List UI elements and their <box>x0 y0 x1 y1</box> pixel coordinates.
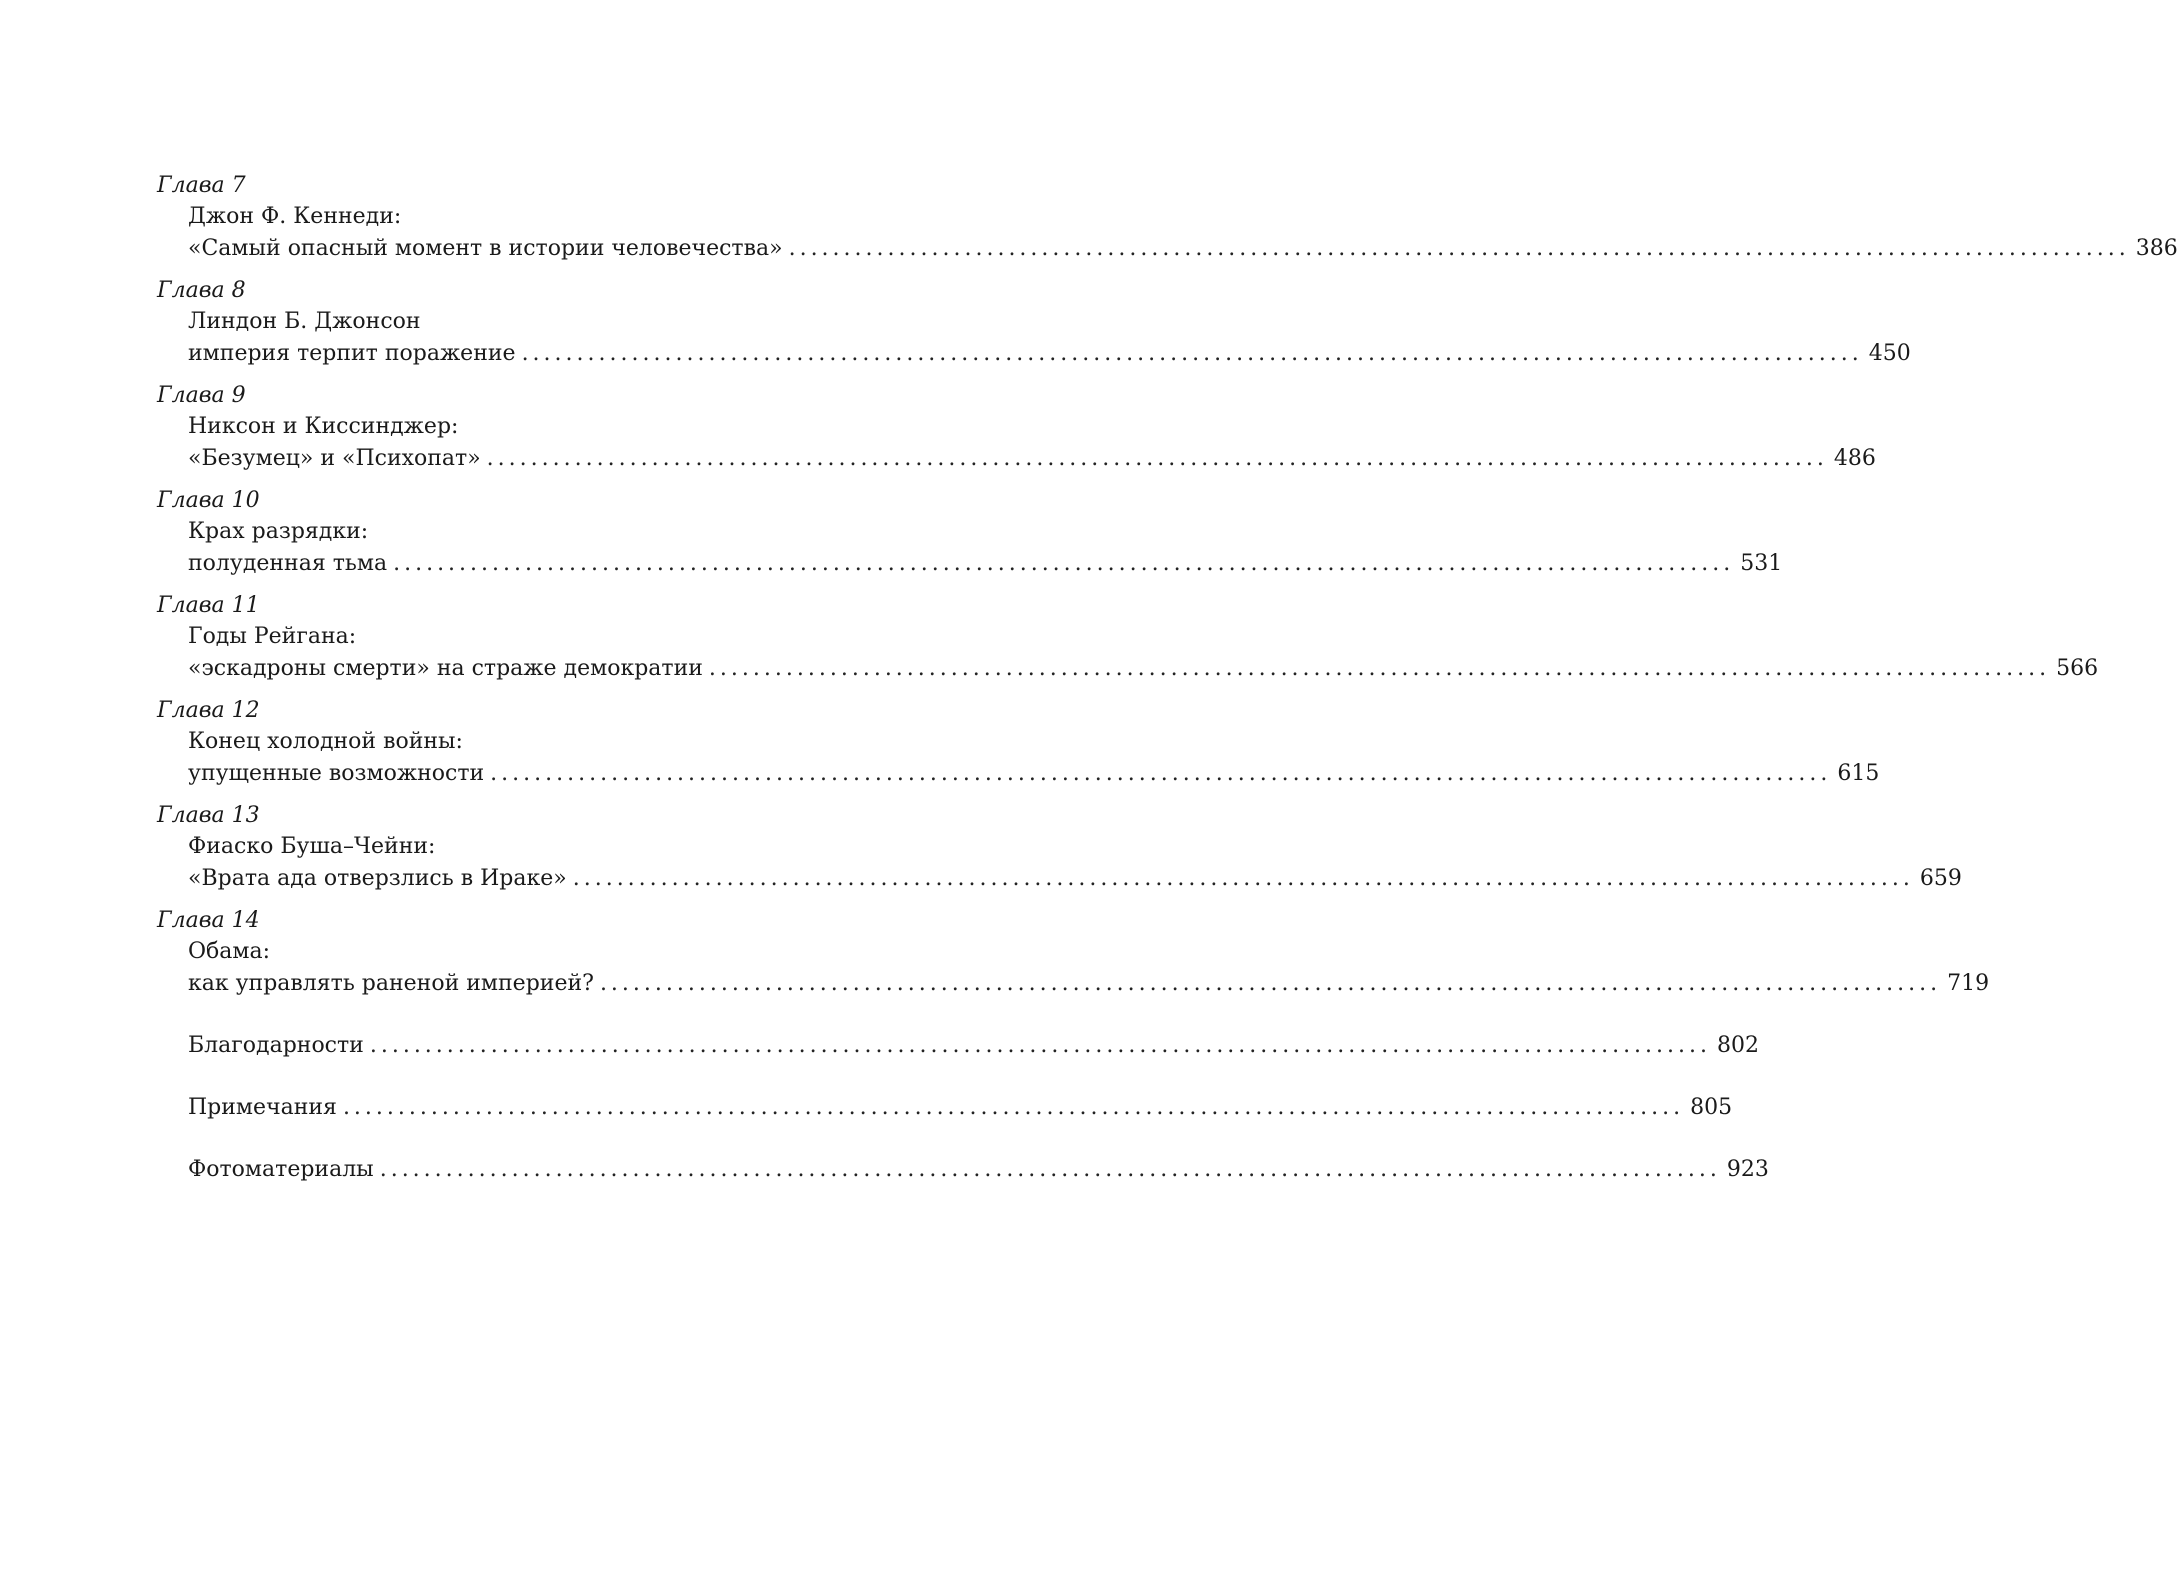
dot-leader: .......................................................................................................................... <box>572 866 1914 891</box>
chapter-entry[interactable] <box>188 548 1783 580</box>
chapter-entry[interactable] <box>188 443 1876 475</box>
chapter-label: Глава 7 <box>157 173 246 198</box>
page-number: 386 <box>2135 236 2178 261</box>
dot-leader: .......................................................................................................................... <box>379 1157 1721 1182</box>
toc-chapter-10 <box>157 485 1783 580</box>
back-matter <box>157 1030 1769 1186</box>
entry-title: Примечания <box>188 1095 337 1120</box>
chapter-title: Обама: <box>188 939 271 964</box>
dot-leader: .......................................................................................................................... <box>708 656 2051 681</box>
page-number: 450 <box>1868 341 1911 366</box>
chapter-label: Глава 11 <box>157 593 260 618</box>
toc-acknowledgements[interactable] <box>188 1030 1760 1062</box>
toc-photos[interactable] <box>188 1154 1769 1186</box>
chapter-label: Глава 8 <box>157 278 246 303</box>
page-number: 719 <box>1947 971 1990 996</box>
page-number: 566 <box>2056 656 2099 681</box>
page-number: 923 <box>1726 1157 1769 1182</box>
chapter-subtitle: «Врата ада отверзлись в Ираке» <box>188 866 567 891</box>
entry-title: Фотоматериалы <box>188 1157 374 1182</box>
dot-leader: .......................................................................................................................... <box>521 341 1863 366</box>
chapter-title: Джон Ф. Кеннеди: <box>188 204 402 229</box>
chapter-title: Годы Рейгана: <box>188 624 357 649</box>
page-number: 802 <box>1717 1033 1760 1058</box>
chapter-label: Глава 9 <box>157 383 246 408</box>
chapter-subtitle: «Безумец» и «Психопат» <box>188 446 481 471</box>
dot-leader: .......................................................................................................................... <box>369 1033 1712 1058</box>
toc-chapter-14 <box>157 905 1990 1000</box>
dot-leader: .......................................................................................................................... <box>342 1095 1685 1120</box>
chapter-entry[interactable] <box>188 863 1962 895</box>
toc-chapter-11 <box>157 590 2099 685</box>
chapter-label: Глава 12 <box>157 698 260 723</box>
dot-leader: .......................................................................................................................... <box>490 761 1832 786</box>
page-number: 615 <box>1837 761 1880 786</box>
dot-leader: .......................................................................................................................... <box>393 551 1735 576</box>
chapter-entry[interactable] <box>188 653 2099 685</box>
toc-chapter-9 <box>157 380 1876 475</box>
chapter-entry[interactable] <box>188 758 1880 790</box>
page-number: 805 <box>1690 1095 1733 1120</box>
chapter-title: Никсон и Киссинджер: <box>188 414 459 439</box>
chapter-label: Глава 13 <box>157 803 260 828</box>
chapter-subtitle: полуденная тьма <box>188 551 388 576</box>
toc-chapter-12 <box>157 695 1880 790</box>
table-of-contents <box>157 170 2178 1216</box>
dot-leader: .......................................................................................................................... <box>599 971 1942 996</box>
dot-leader: .......................................................................................................................... <box>788 236 2130 261</box>
toc-chapter-7 <box>157 170 2178 265</box>
chapter-subtitle: как управлять раненой империей? <box>188 971 594 996</box>
page-number: 531 <box>1740 551 1783 576</box>
chapter-subtitle: империя терпит поражение <box>188 341 516 366</box>
chapter-title: Конец холодной войны: <box>188 729 463 754</box>
chapter-subtitle: «эскадроны смерти» на страже демократии <box>188 656 703 681</box>
chapter-entry[interactable] <box>188 968 1990 1000</box>
page-number: 486 <box>1833 446 1876 471</box>
dot-leader: .......................................................................................................................... <box>486 446 1828 471</box>
toc-notes[interactable] <box>188 1092 1733 1124</box>
chapter-title: Фиаско Буша–Чейни: <box>188 834 436 859</box>
toc-chapter-13 <box>157 800 1962 895</box>
chapter-label: Глава 10 <box>157 488 260 513</box>
chapter-label: Глава 14 <box>157 908 260 933</box>
chapter-title: Крах разрядки: <box>188 519 369 544</box>
toc-chapter-8 <box>157 275 1911 370</box>
chapter-subtitle: упущенные возможности <box>188 761 485 786</box>
chapter-subtitle: «Самый опасный момент в истории человечества» <box>188 236 783 261</box>
page-number: 659 <box>1919 866 1962 891</box>
chapter-title: Линдон Б. Джонсон <box>188 309 421 334</box>
chapter-entry[interactable] <box>188 338 1911 370</box>
chapter-entry[interactable] <box>188 233 2178 265</box>
entry-title: Благодарности <box>188 1033 364 1058</box>
